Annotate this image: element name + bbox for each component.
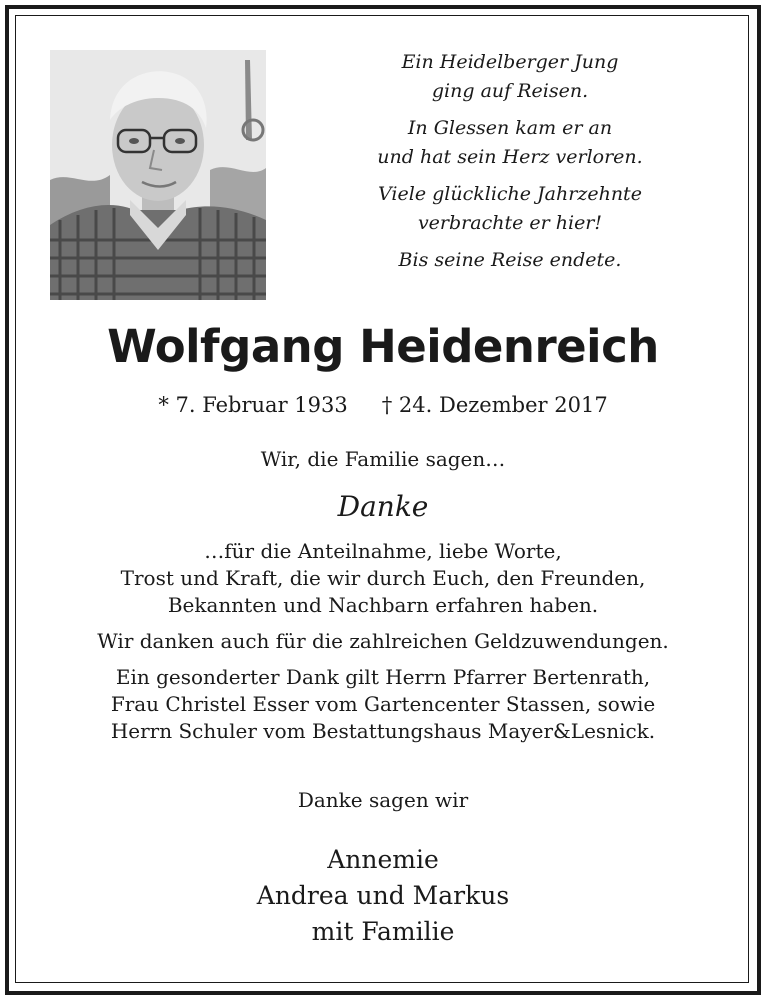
- thanks-paragraph-2: [0, 628, 766, 655]
- poem-stanza-1: [340, 48, 680, 106]
- thanks-paragraph-3: [0, 664, 766, 745]
- thanks-line: Bekannten und Nachbarn erfahren haben.: [167, 593, 599, 617]
- thanks-line: Wir danken auch für die zahlreichen Geldzuwendungen.: [97, 629, 669, 653]
- family-member: Annemie: [327, 845, 439, 874]
- thanks-paragraph-1: [0, 538, 766, 619]
- poem-line: Viele glückliche Jahrzehnte: [378, 183, 642, 205]
- deceased-name: Wolfgang Heidenreich: [107, 320, 659, 373]
- thanks-line: …für die Anteilnahme, liebe Worte,: [204, 539, 562, 563]
- poem: [340, 48, 680, 283]
- danke-heading: Danke: [337, 490, 429, 523]
- poem-line: und hat sein Herz verloren.: [377, 146, 643, 168]
- family-signatures: [0, 842, 766, 950]
- portrait-illustration: [50, 50, 266, 300]
- poem-line: verbrachte er hier!: [417, 212, 603, 234]
- birth-date: * 7. Februar 1933: [158, 393, 348, 417]
- poem-line: ging auf Reisen.: [431, 80, 589, 102]
- signoff-line: Danke sagen wir: [297, 788, 469, 812]
- poem-stanza-4: [340, 246, 680, 275]
- thanks-line: Trost und Kraft, die wir durch Euch, den Freunden,: [120, 566, 646, 590]
- poem-stanza-3: [340, 180, 680, 238]
- portrait-photo: [50, 50, 266, 300]
- family-member: mit Familie: [311, 917, 455, 946]
- poem-stanza-2: [340, 114, 680, 172]
- thanks-line: Ein gesonderter Dank gilt Herrn Pfarrer Bertenrath,: [115, 665, 651, 689]
- death-date: † 24. Dezember 2017: [381, 393, 608, 417]
- poem-line: Bis seine Reise endete.: [398, 249, 622, 271]
- life-dates: [0, 393, 766, 417]
- family-member: Andrea und Markus: [256, 881, 510, 910]
- thanks-text: [0, 538, 766, 754]
- thanks-line: Frau Christel Esser vom Gartencenter Stassen, sowie: [110, 692, 656, 716]
- intro-line: Wir, die Familie sagen…: [260, 447, 506, 471]
- poem-line: In Glessen kam er an: [407, 117, 613, 139]
- poem-line: Ein Heidelberger Jung: [401, 51, 619, 73]
- thanks-line: Herrn Schuler vom Bestattungshaus Mayer&Lesnick.: [110, 719, 656, 743]
